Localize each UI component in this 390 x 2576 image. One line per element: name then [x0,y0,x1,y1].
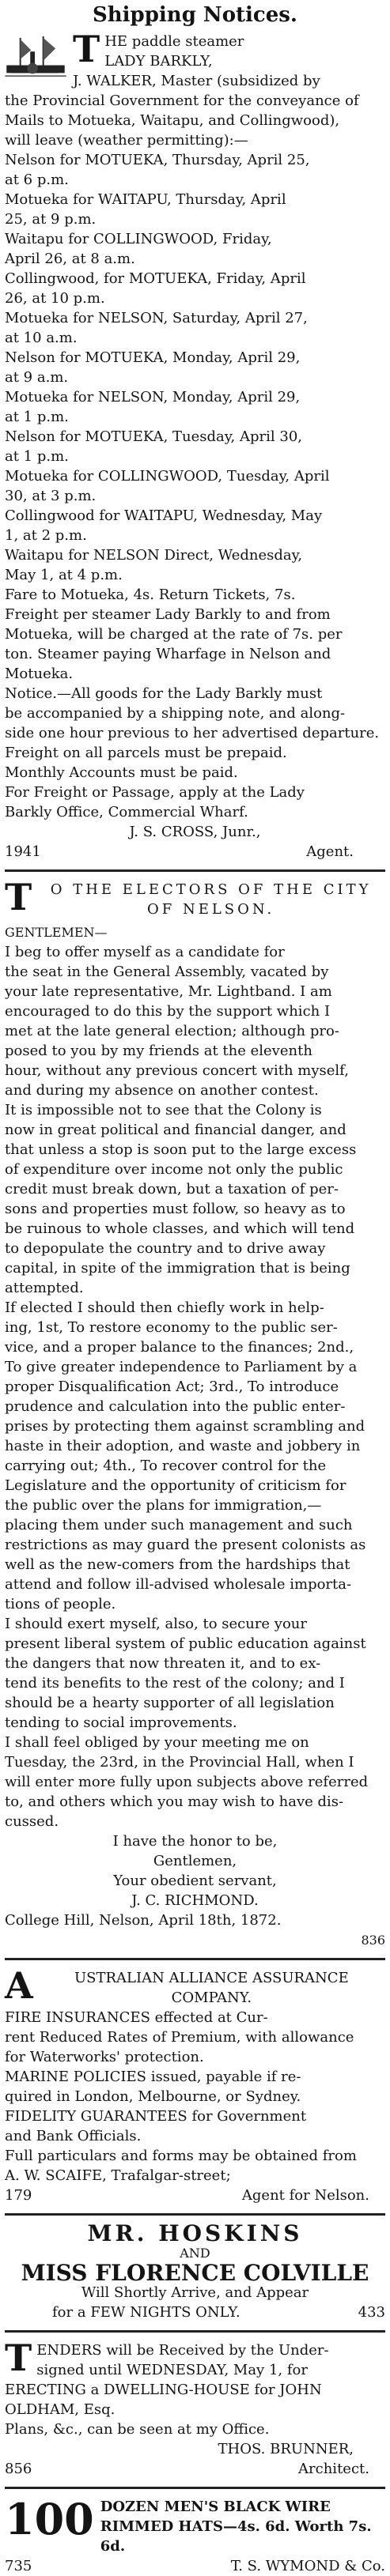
text-line: Legislature and the opportunity of criticism for [5,1477,346,1494]
text-line: tions of people. [5,1596,116,1612]
text-line: present liberal system of public education against [5,1635,366,1652]
text-line: carrying out; 4th., To recover control for the [5,1458,327,1474]
notice-title: USTRALIAN ALLIANCE ASSURANCE [74,1970,349,1986]
text-line: met at the late general election; although pro- [5,1023,339,1039]
text-line: J. WALKER, Master (subsidized by [73,73,320,89]
text-line: Fare to Motueka, 4s. Return Tickets, 7s. [5,586,296,603]
notice-title-cont: OF NELSON. [147,901,275,918]
divider [5,2487,385,2489]
text-line: Freight per steamer Lady Barkly to and from [5,606,331,623]
text-line: well as the new-comers from the hardships that [5,1556,350,1573]
text-line: Motueka, will be charged at the rate of 7s. per [5,626,343,643]
text-line: prises by protecting them against scrambling and [5,1418,365,1435]
text-line: Full particulars and forms may be obtained from [5,2148,357,2164]
big-number: 100 [5,2494,94,2544]
notice-title: O THE ELECTORS OF THE CITY [50,881,372,898]
text-line: Collingwood, for MOTUEKA, Friday, April [5,270,306,287]
text-line: Waitapu for NELSON Direct, Wednesday, [5,547,303,564]
notice-footer [5,2186,385,2205]
tenders-notice [5,2337,385,2479]
text-line: Freight on all parcels must be prepaid. [5,745,287,761]
text-line: LADY BARKLY, [104,53,213,70]
text-line: 26, at 10 p.m. [5,290,105,307]
text-line: 30, at 3 p.m. [5,488,97,504]
text-line: Motueka for NELSON, Saturday, April 27, [5,310,308,326]
notice-footer [5,2459,385,2479]
text-line: attempted. [5,1280,84,1296]
hats-text: DOZEN MEN'S BLACK WIRE [100,2499,331,2515]
text-line: Nelson for MOTUEKA, Monday, April 29, [5,349,301,366]
text-line: and Bank Officials. [5,2128,142,2144]
notice-footer [5,842,385,862]
text-line: of expenditure over income not only the public [5,1161,343,1178]
signature: J. S. CROSS, Junr., [129,824,261,840]
text-line: proper Disqualification Act; 3rd., To introduce [5,1379,339,1395]
hoskins-notice [5,2220,385,2322]
text-line: Motueka. [5,666,74,682]
text-line: I beg to offer myself as a candidate for [5,944,285,960]
text-line: Gentlemen, [153,1853,237,1869]
text-line: at 9 a.m. [5,369,69,386]
notice-footer [5,2556,385,2576]
text-line: Monthly Accounts must be paid. [5,764,238,781]
hats-text-cont: RIMMED HATS—4s. 6d. Worth 7s. 6d. [100,2518,372,2555]
dropcap: T [5,2337,32,2379]
signature: THOS. BRUNNER, [218,2441,354,2457]
agent-title: Agent for Nelson. [241,2187,369,2204]
text-line: cussed. [5,1813,59,1830]
text-line: Plans, &c., can be seen at my Office. [5,2421,270,2438]
divider [5,2330,385,2333]
text-line: to, and others which you may wish to have dis- [5,1793,344,1810]
text-line: vice, and a proper balance to the finances; 2nd., [5,1339,354,1356]
text-line: at 1 p.m. [5,448,69,465]
text-line: April 26, at 8 a.m. [5,251,135,267]
text-line: ERECTING a DWELLING-HOUSE for JOHN [5,2382,322,2398]
text-line: restrictions as may guard the present colonists as [5,1537,366,1553]
signature: T. S. WYMOND & Co. [230,2558,385,2574]
text-line: side one hour previous to her advertised departure. [5,725,380,741]
text-line: tend its benefits to the rest of the colony; and I [5,1675,345,1692]
notice-body [5,28,385,822]
text-line: should be a hearty supporter of all legislation [5,1695,335,1711]
text-line: Nelson for MOTUEKA, Thursday, April 25, [5,152,310,168]
text-line: To give greater independence to Parliament by a [5,1359,358,1375]
text-line: that unless a stop is soon put to the large excess [5,1141,357,1158]
text-line: prudence and calculation into the public enter- [5,1398,346,1415]
assurance-notice [5,1964,385,2205]
text-line: ENDERS will be Received by the Under- [36,2342,329,2359]
notice-body [5,2337,385,2439]
text-line: Motueka for NELSON, Monday, April 29, [5,389,301,405]
text-line: FIDELITY GUARANTEES for Government [5,2108,307,2125]
steamer-icon [5,35,66,81]
notice-body [5,2008,385,2186]
text-line: J. C. RICHMOND. [131,1892,259,1909]
text-line: posed to you by my friends at the eleventh [5,1043,312,1059]
text-line: Collingwood for WAITAPU, Wednesday, May [5,507,323,524]
hats-line [5,2494,385,2556]
text-line: I shall feel obliged by your meeting me on [5,1734,309,1751]
text-line: the public over the plans for immigration,— [5,1497,322,1514]
text-line: Tuesday, the 23rd, in the Provincial Hall, when I [5,1754,354,1771]
text-line: Motueka for COLLINGWOOD, Tuesday, April [5,468,330,485]
text-line: tending to social improvements. [5,1714,237,1731]
text-line: Nelson for MOTUEKA, Tuesday, April 30, [5,428,302,445]
text-line: capital, in spite of the immigration that is being [5,1260,350,1277]
closing [5,1831,385,1910]
text-line: Your obedient servant, [113,1873,277,1889]
notice-footer [5,2303,385,2322]
text-line: attend and follow ill-advised wholesale importa- [5,1576,352,1593]
text-line: It is impossible not to see that the Colony is [5,1102,322,1118]
text-line: OLDHAM, Esq. [5,2401,115,2418]
text-line: MARINE POLICIES issued, payable if re- [5,2069,301,2085]
text-line: will leave (weather permitting):— [5,132,248,149]
section-heading: Shipping Notices. [93,3,297,27]
text-line: placing them under such management and such [5,1517,353,1533]
announcement: Will Shortly Arrive, and Appear [81,2284,309,2301]
text-line: Mails to Motueka, Waitapu, and Collingwood), [5,112,340,129]
text-line: the dangers that now threaten it, and to ex- [5,1655,321,1672]
conjunction: AND [180,2246,210,2261]
text-line: I should exert myself, also, to secure your [5,1616,307,1632]
text-line: FIRE INSURANCES effected at Cur- [5,2009,268,2026]
text-line: at 6 p.m. [5,172,69,188]
text-line: haste in their adoption, and waste and jobbery in [5,1438,361,1454]
text-line: Motueka for WAITAPU, Thursday, April [5,191,286,208]
text-line: May 1, at 4 p.m. [5,567,123,583]
text-line: A. W. SCAIFE, Trafalgar-street; [5,2167,231,2184]
divider [5,869,385,872]
text-line: credit must break down, but a taxation of per- [5,1181,339,1197]
notice-number: 1941 [5,843,41,860]
notice-number: 836 [361,1933,385,1948]
lady-barkly-notice [5,28,385,862]
dropcap: T [5,876,32,918]
hats-notice [5,2494,385,2576]
text-line: If elected I should then chiefly work in help- [5,1299,324,1316]
dropcap: A [5,1964,33,2007]
text-line: for Waterworks' protection. [5,2049,204,2065]
divider [5,2213,385,2216]
notice-number: 735 [5,2558,32,2574]
divider [5,1958,385,1960]
text-line: quired in London, Melbourne, or Sydney. [5,2088,301,2105]
text-line: encouraged to do this by the support which I [5,1003,331,1020]
text-line: be accompanied by a shipping note, and along- [5,705,346,722]
text-line: sons and properties must follow, so heavy as to [5,1201,346,1217]
performer-name: MISS FLORENCE COLVILLE [21,2260,369,2286]
architect-title: Architect. [298,2461,369,2477]
text-line: 25, at 9 p.m. [5,211,97,228]
agent-title: Agent. [306,843,354,860]
text-line: For Freight or Passage, apply at the Lady [5,784,305,801]
greeting: GENTLEMEN— [5,925,108,940]
text-line: Waitapu for COLLINGWOOD, Friday, [5,231,272,247]
text-line: 1, at 2 p.m. [5,527,87,544]
text-line: I have the honor to be, [112,1833,278,1850]
text-line: HE paddle steamer [104,33,244,50]
text-line: to depopulate the country and to drive away [5,1240,326,1257]
text-line: now in great political and financial danger, and [5,1122,346,1138]
dropcap: T [73,28,100,70]
notice-footer [5,1910,385,1930]
text-line: Notice.—All goods for the Lady Barkly must [5,685,323,702]
text-line: ton. Steamer paying Wharfage in Nelson and [5,646,331,662]
text-line: hour, without any previous concert with myself, [5,1062,349,1079]
notice-number: 179 [5,2187,32,2204]
text-line: the seat in the General Assembly, vacated by [5,964,329,980]
place-date: College Hill, Nelson, April 18th, 1872. [5,1912,282,1929]
text-line: rent Reduced Rates of Premium, with allowance [5,2029,354,2046]
announcement-cont: for a FEW NIGHTS ONLY. [52,2304,240,2321]
text-line: and during my absence on another contest. [5,1082,319,1099]
text-line: your late representative, Mr. Lightband. I am [5,983,332,1000]
text-line: be ruinous to whole classes, and which will tend [5,1220,355,1237]
performer-name: MR. HOSKINS [87,2220,303,2246]
electors-notice [5,876,385,1950]
text-line: will enter more fully upon subjects above referred [5,1774,369,1790]
text-line: ing, 1st, To restore economy to the public ser- [5,1319,338,1336]
text-line: signed until WEDNESDAY, May 1, for [36,2362,308,2378]
text-line: the Provincial Government for the conveyance of [5,92,359,109]
notice-number: 433 [358,2304,385,2321]
notice-body [5,942,385,1831]
newspaper-page [0,3,390,2574]
notice-number: 856 [5,2461,32,2477]
notice-title-cont: COMPANY. [171,1990,252,2006]
text-line: Barkly Office, Commercial Wharf. [5,804,248,820]
text-line: at 1 p.m. [5,409,69,425]
text-line: at 10 a.m. [5,330,78,346]
